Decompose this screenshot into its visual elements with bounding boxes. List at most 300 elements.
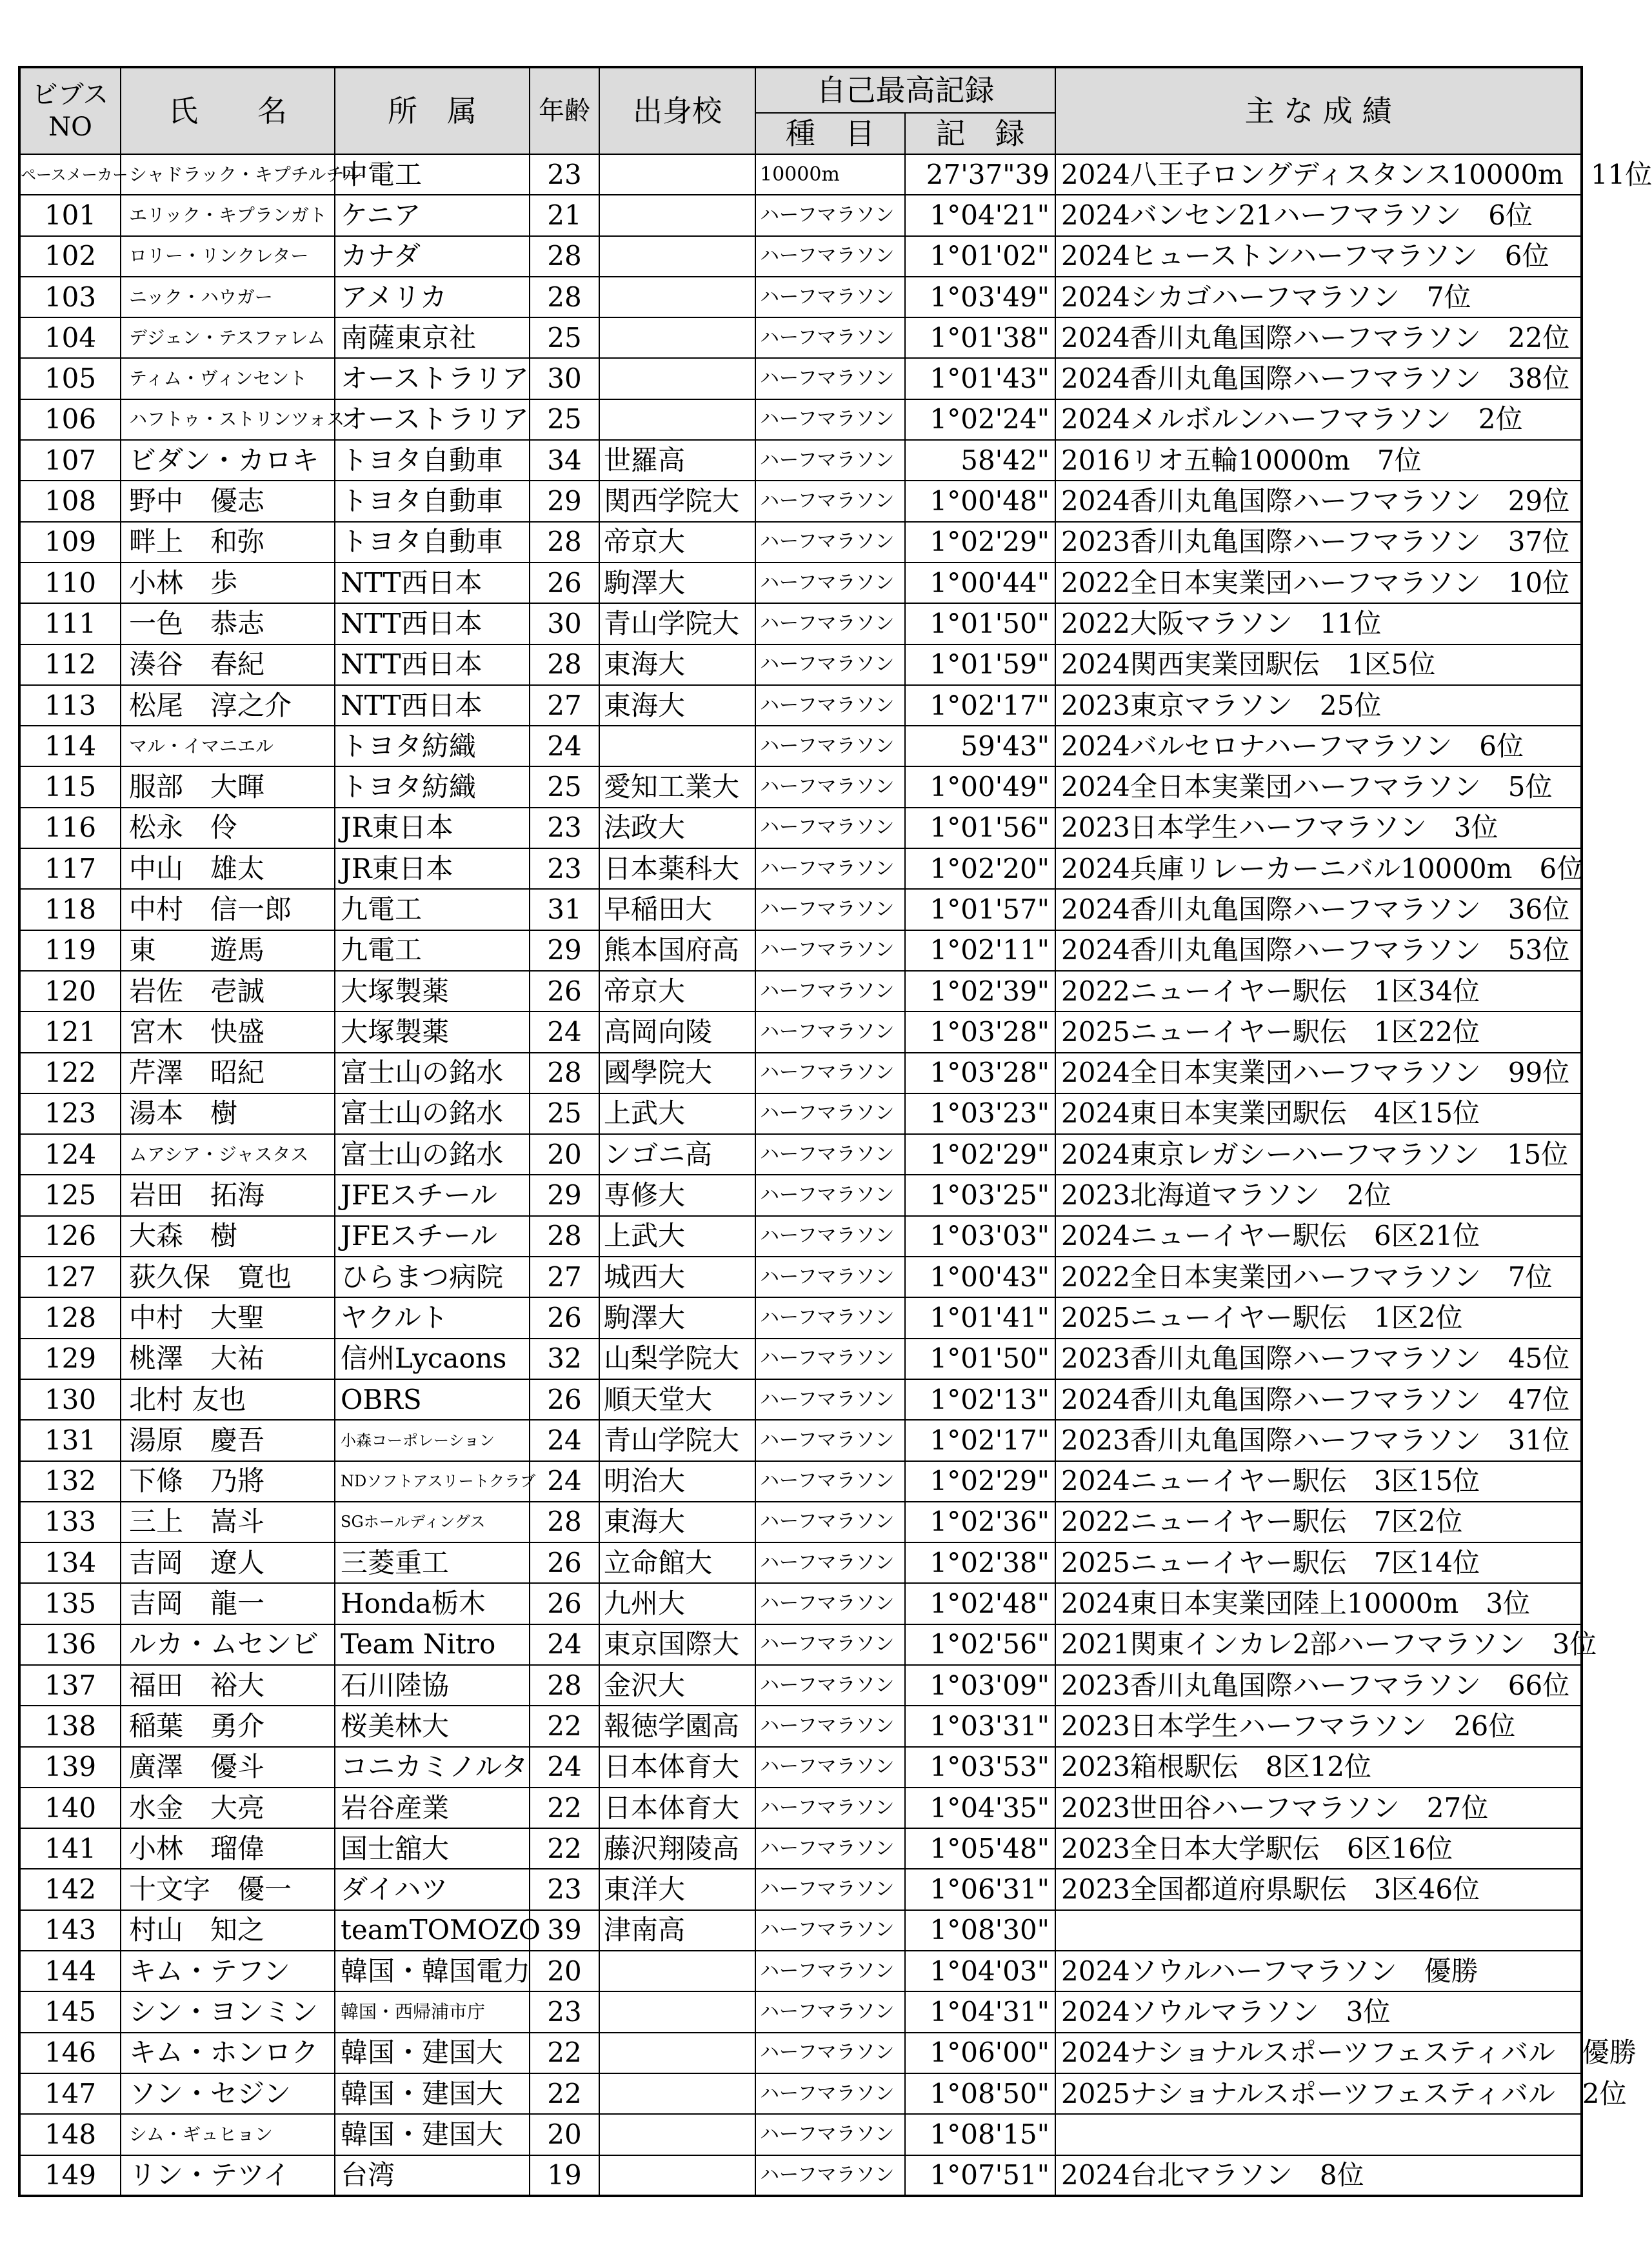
header-results: 主 な 成 績 bbox=[1055, 67, 1582, 154]
bib-cell: 128 bbox=[19, 1297, 121, 1338]
table-row bbox=[19, 1788, 1582, 1828]
school-cell: 愛知工業大 bbox=[599, 766, 755, 807]
event-cell: ハーフマラソン bbox=[755, 1134, 905, 1175]
header-name: 氏 名 bbox=[121, 67, 335, 154]
result-cell: 2024ソウルマラソン 3位 bbox=[1055, 1991, 1582, 2032]
record-cell: 1°02'29" bbox=[905, 522, 1055, 563]
affiliation-cell: 三菱重工 bbox=[335, 1542, 530, 1583]
table-row bbox=[19, 277, 1582, 317]
affiliation-cell: 韓国・建国大 bbox=[335, 2073, 530, 2114]
result-cell: 2022大阪マラソン 11位 bbox=[1055, 603, 1582, 644]
result-cell: 2024香川丸亀国際ハーフマラソン 36位 bbox=[1055, 889, 1582, 930]
name-cell: ティム・ヴィンセント bbox=[121, 358, 335, 399]
age-cell: 29 bbox=[530, 481, 599, 521]
result-cell: 2023日本学生ハーフマラソン 3位 bbox=[1055, 808, 1582, 848]
age-cell: 25 bbox=[530, 317, 599, 358]
table-row bbox=[19, 808, 1582, 848]
name-cell: ムアシア・ジャスタス bbox=[121, 1134, 335, 1175]
result-cell: 2022ニューイヤー駅伝 1区34位 bbox=[1055, 971, 1582, 1012]
table-row bbox=[19, 2073, 1582, 2114]
age-cell: 39 bbox=[530, 1910, 599, 1951]
school-cell: 山梨学院大 bbox=[599, 1339, 755, 1379]
record-cell: 1°07'51" bbox=[905, 2155, 1055, 2196]
table-row bbox=[19, 1747, 1582, 1788]
header-bib bbox=[19, 67, 121, 154]
bib-cell: 123 bbox=[19, 1093, 121, 1134]
affiliation-cell: Honda栃木 bbox=[335, 1583, 530, 1624]
event-cell: ハーフマラソン bbox=[755, 2073, 905, 2114]
name-cell: マル・イマニエル bbox=[121, 726, 335, 766]
event-cell: ハーフマラソン bbox=[755, 236, 905, 277]
result-cell bbox=[1055, 1910, 1582, 1951]
age-cell: 21 bbox=[530, 195, 599, 235]
event-cell: ハーフマラソン bbox=[755, 1502, 905, 1542]
bib-cell: 119 bbox=[19, 930, 121, 971]
name-cell: シム・ギュヒョン bbox=[121, 2114, 335, 2155]
entry-rows bbox=[19, 154, 1652, 2196]
table-row bbox=[19, 1175, 1582, 1215]
result-cell: 2024東日本実業団陸上10000m 3位 bbox=[1055, 1583, 1582, 1624]
age-cell: 28 bbox=[530, 522, 599, 563]
bib-cell: 108 bbox=[19, 481, 121, 521]
affiliation-cell: NTT西日本 bbox=[335, 603, 530, 644]
age-cell: 31 bbox=[530, 889, 599, 930]
bib-cell: 105 bbox=[19, 358, 121, 399]
record-cell: 1°02'29" bbox=[905, 1134, 1055, 1175]
school-cell bbox=[599, 2033, 755, 2073]
name-cell: ビダン・カロキ bbox=[121, 440, 335, 481]
event-cell: ハーフマラソン bbox=[755, 1788, 905, 1828]
name-cell: 十文字 優一 bbox=[121, 1869, 335, 1909]
event-cell: ハーフマラソン bbox=[755, 726, 905, 766]
event-cell: ハーフマラソン bbox=[755, 1461, 905, 1502]
bib-cell: 102 bbox=[19, 236, 121, 277]
event-cell: ハーフマラソン bbox=[755, 2033, 905, 2073]
record-cell: 1°00'49" bbox=[905, 766, 1055, 807]
age-cell: 26 bbox=[530, 971, 599, 1012]
event-cell: ハーフマラソン bbox=[755, 808, 905, 848]
affiliation-cell: JR東日本 bbox=[335, 848, 530, 889]
record-cell: 1°08'15" bbox=[905, 2114, 1055, 2155]
result-cell: 2024香川丸亀国際ハーフマラソン 29位 bbox=[1055, 481, 1582, 521]
header-school: 出身校 bbox=[599, 67, 755, 154]
name-cell: 松尾 淳之介 bbox=[121, 685, 335, 726]
bib-cell: 148 bbox=[19, 2114, 121, 2155]
bib-cell: 122 bbox=[19, 1053, 121, 1093]
bib-cell: 127 bbox=[19, 1257, 121, 1297]
name-cell: 稲葉 勇介 bbox=[121, 1706, 335, 1746]
school-cell: 日本体育大 bbox=[599, 1747, 755, 1788]
event-cell: ハーフマラソン bbox=[755, 644, 905, 685]
bib-cell: 114 bbox=[19, 726, 121, 766]
result-cell: 2022全日本実業団ハーフマラソン 7位 bbox=[1055, 1257, 1582, 1297]
record-cell: 1°02'29" bbox=[905, 1461, 1055, 1502]
name-cell: 吉岡 龍一 bbox=[121, 1583, 335, 1624]
event-cell: ハーフマラソン bbox=[755, 1706, 905, 1746]
entry-list-table bbox=[18, 66, 1652, 2197]
table-row bbox=[19, 1134, 1582, 1175]
result-cell: 2024全日本実業団ハーフマラソン 5位 bbox=[1055, 766, 1582, 807]
event-cell: ハーフマラソン bbox=[755, 358, 905, 399]
bib-cell: 144 bbox=[19, 1951, 121, 1991]
record-cell: 1°03'31" bbox=[905, 1706, 1055, 1746]
affiliation-cell: 富士山の銘水 bbox=[335, 1134, 530, 1175]
header-bib-top: ビブス bbox=[32, 80, 109, 110]
age-cell: 19 bbox=[530, 2155, 599, 2196]
result-cell: 2023香川丸亀国際ハーフマラソン 31位 bbox=[1055, 1420, 1582, 1460]
result-cell: 2025ニューイヤー駅伝 7区14位 bbox=[1055, 1542, 1582, 1583]
table-row bbox=[19, 440, 1582, 481]
result-cell: 2023香川丸亀国際ハーフマラソン 37位 bbox=[1055, 522, 1582, 563]
event-cell: ハーフマラソン bbox=[755, 317, 905, 358]
affiliation-cell: カナダ bbox=[335, 236, 530, 277]
affiliation-cell: JFEスチール bbox=[335, 1175, 530, 1215]
affiliation-cell: ひらまつ病院 bbox=[335, 1257, 530, 1297]
table-row bbox=[19, 603, 1582, 644]
event-cell: ハーフマラソン bbox=[755, 930, 905, 971]
name-cell: 水金 大亮 bbox=[121, 1788, 335, 1828]
bib-cell: 143 bbox=[19, 1910, 121, 1951]
age-cell: 30 bbox=[530, 603, 599, 644]
bib-cell: 131 bbox=[19, 1420, 121, 1460]
result-cell: 2023香川丸亀国際ハーフマラソン 45位 bbox=[1055, 1339, 1582, 1379]
table-row bbox=[19, 766, 1582, 807]
event-cell: ハーフマラソン bbox=[755, 1991, 905, 2032]
result-cell: 2023香川丸亀国際ハーフマラソン 66位 bbox=[1055, 1665, 1582, 1706]
affiliation-cell: 九電工 bbox=[335, 930, 530, 971]
table-row bbox=[19, 236, 1582, 277]
bib-cell: 129 bbox=[19, 1339, 121, 1379]
result-cell bbox=[1055, 2114, 1582, 2155]
school-cell bbox=[599, 2155, 755, 2196]
name-cell: 小林 瑠偉 bbox=[121, 1828, 335, 1869]
event-cell: ハーフマラソン bbox=[755, 1012, 905, 1052]
result-cell: 2024シカゴハーフマラソン 7位 bbox=[1055, 277, 1582, 317]
affiliation-cell: トヨタ自動車 bbox=[335, 481, 530, 521]
record-cell: 1°01'59" bbox=[905, 644, 1055, 685]
event-cell: ハーフマラソン bbox=[755, 1910, 905, 1951]
affiliation-cell: 大塚製薬 bbox=[335, 971, 530, 1012]
result-cell: 2024全日本実業団ハーフマラソン 99位 bbox=[1055, 1053, 1582, 1093]
affiliation-cell: 韓国・建国大 bbox=[335, 2033, 530, 2073]
affiliation-cell: アメリカ bbox=[335, 277, 530, 317]
affiliation-cell: ヤクルト bbox=[335, 1297, 530, 1338]
affiliation-cell: 国士舘大 bbox=[335, 1828, 530, 1869]
record-cell: 1°03'49" bbox=[905, 277, 1055, 317]
age-cell: 26 bbox=[530, 1583, 599, 1624]
result-cell: 2024ナショナルスポーツフェスティバル 優勝 bbox=[1055, 2033, 1582, 2073]
affiliation-cell: ケニア bbox=[335, 195, 530, 235]
name-cell: ニック・ハウガー bbox=[121, 277, 335, 317]
result-cell: 2022ニューイヤー駅伝 7区2位 bbox=[1055, 1502, 1582, 1542]
bib-cell: 139 bbox=[19, 1747, 121, 1788]
school-cell: 高岡向陵 bbox=[599, 1012, 755, 1052]
record-cell: 1°02'17" bbox=[905, 685, 1055, 726]
school-cell: ンゴニ高 bbox=[599, 1134, 755, 1175]
age-cell: 20 bbox=[530, 1951, 599, 1991]
age-cell: 25 bbox=[530, 766, 599, 807]
event-cell: ハーフマラソン bbox=[755, 1379, 905, 1420]
record-cell: 1°02'56" bbox=[905, 1624, 1055, 1665]
age-cell: 28 bbox=[530, 1665, 599, 1706]
bib-cell: 126 bbox=[19, 1216, 121, 1257]
school-cell: 早稲田大 bbox=[599, 889, 755, 930]
affiliation-cell: 桜美林大 bbox=[335, 1706, 530, 1746]
affiliation-cell: トヨタ紡織 bbox=[335, 726, 530, 766]
table-row bbox=[19, 1910, 1582, 1951]
bib-cell: 109 bbox=[19, 522, 121, 563]
name-cell: 村山 知之 bbox=[121, 1910, 335, 1951]
result-cell: 2025ニューイヤー駅伝 1区2位 bbox=[1055, 1297, 1582, 1338]
table-row bbox=[19, 154, 1582, 195]
record-cell: 1°04'35" bbox=[905, 1788, 1055, 1828]
table-row bbox=[19, 1053, 1582, 1093]
record-cell: 1°02'24" bbox=[905, 399, 1055, 440]
event-cell: ハーフマラソン bbox=[755, 848, 905, 889]
age-cell: 28 bbox=[530, 277, 599, 317]
school-cell: 関西学院大 bbox=[599, 481, 755, 521]
bib-cell: 107 bbox=[19, 440, 121, 481]
event-cell: ハーフマラソン bbox=[755, 522, 905, 563]
table-row bbox=[19, 1869, 1582, 1909]
age-cell: 22 bbox=[530, 2073, 599, 2114]
record-cell: 1°00'43" bbox=[905, 1257, 1055, 1297]
event-cell: ハーフマラソン bbox=[755, 1257, 905, 1297]
table-row bbox=[19, 317, 1582, 358]
name-cell: エリック・キプランガト bbox=[121, 195, 335, 235]
age-cell: 24 bbox=[530, 1624, 599, 1665]
age-cell: 24 bbox=[530, 1420, 599, 1460]
name-cell: 松永 伶 bbox=[121, 808, 335, 848]
name-cell: シャドラック・キプチルチル bbox=[121, 154, 335, 195]
bib-cell: 112 bbox=[19, 644, 121, 685]
record-cell: 1°01'43" bbox=[905, 358, 1055, 399]
table-row bbox=[19, 399, 1582, 440]
result-cell: 2024兵庫リレーカーニバル10000m 6位 bbox=[1055, 848, 1582, 889]
name-cell: 三上 嵩斗 bbox=[121, 1502, 335, 1542]
event-cell: ハーフマラソン bbox=[755, 2114, 905, 2155]
school-cell bbox=[599, 236, 755, 277]
header-age: 年齢 bbox=[530, 67, 599, 154]
header-personal-best: 自己最高記録 bbox=[755, 67, 1055, 113]
result-cell: 2024ニューイヤー駅伝 3区15位 bbox=[1055, 1461, 1582, 1502]
age-cell: 25 bbox=[530, 1093, 599, 1134]
school-cell: 東海大 bbox=[599, 1502, 755, 1542]
result-cell: 2024香川丸亀国際ハーフマラソン 38位 bbox=[1055, 358, 1582, 399]
result-cell: 2025ニューイヤー駅伝 1区22位 bbox=[1055, 1012, 1582, 1052]
record-cell: 59'43" bbox=[905, 726, 1055, 766]
name-cell: 芹澤 昭紀 bbox=[121, 1053, 335, 1093]
record-cell: 1°03'28" bbox=[905, 1053, 1055, 1093]
record-cell: 1°03'23" bbox=[905, 1093, 1055, 1134]
affiliation-cell: 小森コーポレーション bbox=[335, 1420, 530, 1460]
school-cell bbox=[599, 2073, 755, 2114]
record-cell: 1°04'21" bbox=[905, 195, 1055, 235]
record-cell: 1°00'44" bbox=[905, 563, 1055, 603]
record-cell: 1°02'36" bbox=[905, 1502, 1055, 1542]
bib-cell: 136 bbox=[19, 1624, 121, 1665]
school-cell: 金沢大 bbox=[599, 1665, 755, 1706]
age-cell: 24 bbox=[530, 1012, 599, 1052]
bib-cell: 117 bbox=[19, 848, 121, 889]
bib-cell: 146 bbox=[19, 2033, 121, 2073]
record-cell: 1°04'31" bbox=[905, 1991, 1055, 2032]
age-cell: 28 bbox=[530, 1502, 599, 1542]
bib-cell: 130 bbox=[19, 1379, 121, 1420]
name-cell: 宮木 快盛 bbox=[121, 1012, 335, 1052]
age-cell: 22 bbox=[530, 1706, 599, 1746]
table-row bbox=[19, 1828, 1582, 1869]
age-cell: 24 bbox=[530, 1747, 599, 1788]
table-row bbox=[19, 2155, 1582, 2196]
name-cell: シン・ヨンミン bbox=[121, 1991, 335, 2032]
event-cell: ハーフマラソン bbox=[755, 440, 905, 481]
header-affiliation: 所 属 bbox=[335, 67, 530, 154]
table-row bbox=[19, 726, 1582, 766]
table-row bbox=[19, 644, 1582, 685]
name-cell: ロリー・リンクレター bbox=[121, 236, 335, 277]
age-cell: 20 bbox=[530, 2114, 599, 2155]
table-row bbox=[19, 1012, 1582, 1052]
table-row bbox=[19, 1297, 1582, 1338]
table-row bbox=[19, 1093, 1582, 1134]
age-cell: 34 bbox=[530, 440, 599, 481]
record-cell: 1°03'28" bbox=[905, 1012, 1055, 1052]
school-cell bbox=[599, 399, 755, 440]
result-cell: 2024ソウルハーフマラソン 優勝 bbox=[1055, 1951, 1582, 1991]
name-cell: 大森 樹 bbox=[121, 1216, 335, 1257]
bib-cell: 121 bbox=[19, 1012, 121, 1052]
name-cell: 湯本 樹 bbox=[121, 1093, 335, 1134]
bib-cell: 145 bbox=[19, 1991, 121, 2032]
table-row bbox=[19, 1216, 1582, 1257]
bib-cell: 115 bbox=[19, 766, 121, 807]
age-cell: 20 bbox=[530, 1134, 599, 1175]
affiliation-cell: 富士山の銘水 bbox=[335, 1093, 530, 1134]
bib-cell: 116 bbox=[19, 808, 121, 848]
table-row bbox=[19, 1665, 1582, 1706]
table-row bbox=[19, 1951, 1582, 1991]
school-cell bbox=[599, 358, 755, 399]
affiliation-cell: コニカミノルタ bbox=[335, 1747, 530, 1788]
affiliation-cell: 韓国・建国大 bbox=[335, 2114, 530, 2155]
affiliation-cell: トヨタ紡織 bbox=[335, 766, 530, 807]
record-cell: 1°01'50" bbox=[905, 603, 1055, 644]
table-row bbox=[19, 1502, 1582, 1542]
record-cell: 1°06'31" bbox=[905, 1869, 1055, 1909]
age-cell: 26 bbox=[530, 563, 599, 603]
bib-cell: 101 bbox=[19, 195, 121, 235]
school-cell: 上武大 bbox=[599, 1093, 755, 1134]
name-cell: 中村 信一郎 bbox=[121, 889, 335, 930]
table-row bbox=[19, 195, 1582, 235]
affiliation-cell: 南薩東京社 bbox=[335, 317, 530, 358]
age-cell: 28 bbox=[530, 1053, 599, 1093]
record-cell: 27'37"39 bbox=[905, 154, 1055, 195]
school-cell bbox=[599, 1951, 755, 1991]
header-event: 種 目 bbox=[755, 113, 905, 154]
table-row bbox=[19, 1706, 1582, 1746]
school-cell bbox=[599, 317, 755, 358]
record-cell: 1°05'48" bbox=[905, 1828, 1055, 1869]
bib-cell: 137 bbox=[19, 1665, 121, 1706]
affiliation-cell: 岩谷産業 bbox=[335, 1788, 530, 1828]
school-cell: 法政大 bbox=[599, 808, 755, 848]
record-cell: 1°06'00" bbox=[905, 2033, 1055, 2073]
bib-cell: 106 bbox=[19, 399, 121, 440]
affiliation-cell: 韓国・西帰浦市庁 bbox=[335, 1991, 530, 2032]
bib-cell: 120 bbox=[19, 971, 121, 1012]
age-cell: 27 bbox=[530, 1257, 599, 1297]
age-cell: 23 bbox=[530, 808, 599, 848]
table-row bbox=[19, 1379, 1582, 1420]
name-cell: 中村 大聖 bbox=[121, 1297, 335, 1338]
age-cell: 23 bbox=[530, 154, 599, 195]
record-cell: 1°01'56" bbox=[905, 808, 1055, 848]
bib-cell: 111 bbox=[19, 603, 121, 644]
record-cell: 1°03'53" bbox=[905, 1747, 1055, 1788]
age-cell: 28 bbox=[530, 1216, 599, 1257]
bib-cell: 142 bbox=[19, 1869, 121, 1909]
bib-cell: 113 bbox=[19, 685, 121, 726]
bib-cell: 140 bbox=[19, 1788, 121, 1828]
result-cell: 2022全日本実業団ハーフマラソン 10位 bbox=[1055, 563, 1582, 603]
school-cell: 世羅高 bbox=[599, 440, 755, 481]
name-cell: ハフトゥ・ストリンツォス bbox=[121, 399, 335, 440]
age-cell: 32 bbox=[530, 1339, 599, 1379]
record-cell: 1°03'09" bbox=[905, 1665, 1055, 1706]
table-row bbox=[19, 1991, 1582, 2032]
record-cell: 1°02'17" bbox=[905, 1420, 1055, 1460]
event-cell: ハーフマラソン bbox=[755, 889, 905, 930]
affiliation-cell: SGホールディングス bbox=[335, 1502, 530, 1542]
event-cell: ハーフマラソン bbox=[755, 1583, 905, 1624]
age-cell: 27 bbox=[530, 685, 599, 726]
table-row bbox=[19, 1542, 1582, 1583]
name-cell: ルカ・ムセンビ bbox=[121, 1624, 335, 1665]
name-cell: デジェン・テスファレム bbox=[121, 317, 335, 358]
name-cell: 下條 乃將 bbox=[121, 1461, 335, 1502]
table-row bbox=[19, 1461, 1582, 1502]
event-cell: ハーフマラソン bbox=[755, 481, 905, 521]
school-cell bbox=[599, 154, 755, 195]
age-cell: 29 bbox=[530, 930, 599, 971]
age-cell: 23 bbox=[530, 848, 599, 889]
school-cell: 明治大 bbox=[599, 1461, 755, 1502]
school-cell: 熊本国府高 bbox=[599, 930, 755, 971]
bib-cell: 141 bbox=[19, 1828, 121, 1869]
affiliation-cell: トヨタ自動車 bbox=[335, 440, 530, 481]
record-cell: 1°01'02" bbox=[905, 236, 1055, 277]
bib-cell: 135 bbox=[19, 1583, 121, 1624]
event-cell: ハーフマラソン bbox=[755, 1665, 905, 1706]
school-cell: 藤沢翔陵高 bbox=[599, 1828, 755, 1869]
bib-cell: 103 bbox=[19, 277, 121, 317]
result-cell: 2024ヒューストンハーフマラソン 6位 bbox=[1055, 236, 1582, 277]
school-cell: 東海大 bbox=[599, 644, 755, 685]
result-cell: 2024東京レガシーハーフマラソン 15位 bbox=[1055, 1134, 1582, 1175]
name-cell: 湯原 慶吾 bbox=[121, 1420, 335, 1460]
result-cell: 2024関西実業団駅伝 1区5位 bbox=[1055, 644, 1582, 685]
record-cell: 1°02'13" bbox=[905, 1379, 1055, 1420]
table-row bbox=[19, 930, 1582, 971]
result-cell: 2024香川丸亀国際ハーフマラソン 53位 bbox=[1055, 930, 1582, 971]
event-cell: ハーフマラソン bbox=[755, 603, 905, 644]
event-cell: ハーフマラソン bbox=[755, 2155, 905, 2196]
result-cell: 2024香川丸亀国際ハーフマラソン 22位 bbox=[1055, 317, 1582, 358]
result-cell: 2023日本学生ハーフマラソン 26位 bbox=[1055, 1706, 1582, 1746]
school-cell: 駒澤大 bbox=[599, 1297, 755, 1338]
